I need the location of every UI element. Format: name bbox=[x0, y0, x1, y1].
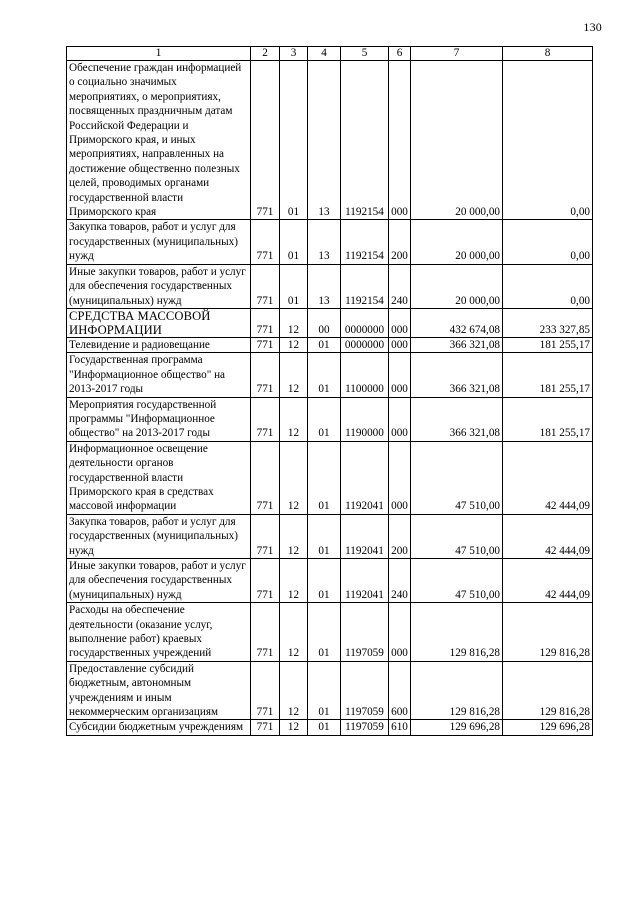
column-header: 5 bbox=[341, 47, 389, 61]
ved-code: 771 bbox=[251, 661, 280, 720]
subsection-code: 13 bbox=[308, 220, 341, 264]
expense-type-code: 600 bbox=[389, 661, 411, 720]
section-code: 12 bbox=[280, 308, 308, 337]
amount-1: 20 000,00 bbox=[411, 264, 503, 308]
column-header: 8 bbox=[503, 47, 593, 61]
column-header: 1 bbox=[67, 47, 251, 61]
amount-1: 129 696,28 bbox=[411, 720, 503, 735]
target-article-code: 1197059 bbox=[341, 661, 389, 720]
target-article-code: 1192154 bbox=[341, 220, 389, 264]
row-name: Государственная программа "Информационное общество" на 2013-2017 годы bbox=[67, 353, 251, 397]
expense-type-code: 240 bbox=[389, 559, 411, 603]
subsection-code: 13 bbox=[308, 61, 341, 220]
ved-code: 771 bbox=[251, 220, 280, 264]
section-code: 12 bbox=[280, 514, 308, 558]
amount-1: 47 510,00 bbox=[411, 514, 503, 558]
table-row bbox=[67, 559, 593, 603]
section-code: 01 bbox=[280, 61, 308, 220]
amount-2: 42 444,09 bbox=[503, 441, 593, 514]
amount-1: 366 321,08 bbox=[411, 397, 503, 441]
ved-code: 771 bbox=[251, 61, 280, 220]
amount-2: 181 255,17 bbox=[503, 397, 593, 441]
target-article-code: 1192041 bbox=[341, 441, 389, 514]
expense-type-code: 000 bbox=[389, 441, 411, 514]
expense-type-code: 000 bbox=[389, 397, 411, 441]
target-article-code: 1100000 bbox=[341, 353, 389, 397]
subsection-code: 01 bbox=[308, 603, 341, 662]
header-row bbox=[67, 47, 593, 61]
target-article-code: 1192041 bbox=[341, 514, 389, 558]
expense-type-code: 240 bbox=[389, 264, 411, 308]
amount-2: 42 444,09 bbox=[503, 559, 593, 603]
table-row bbox=[67, 514, 593, 558]
subsection-code: 01 bbox=[308, 661, 341, 720]
table-row bbox=[67, 397, 593, 441]
subsection-code: 00 bbox=[308, 308, 341, 337]
column-header: 4 bbox=[308, 47, 341, 61]
target-article-code: 1197059 bbox=[341, 720, 389, 735]
ved-code: 771 bbox=[251, 264, 280, 308]
ved-code: 771 bbox=[251, 397, 280, 441]
subsection-code: 01 bbox=[308, 514, 341, 558]
subsection-code: 01 bbox=[308, 353, 341, 397]
section-code: 12 bbox=[280, 720, 308, 735]
amount-2: 0,00 bbox=[503, 264, 593, 308]
target-article-code: 1192154 bbox=[341, 61, 389, 220]
ved-code: 771 bbox=[251, 308, 280, 337]
row-name: Информационное освещение деятельности органов государственной власти Приморского края в средствах массовой информации bbox=[67, 441, 251, 514]
table-row bbox=[67, 441, 593, 514]
table-row bbox=[67, 603, 593, 662]
target-article-code: 0000000 bbox=[341, 337, 389, 352]
section-code: 01 bbox=[280, 264, 308, 308]
ved-code: 771 bbox=[251, 559, 280, 603]
section-code: 12 bbox=[280, 337, 308, 352]
table-row bbox=[67, 661, 593, 720]
expense-type-code: 000 bbox=[389, 308, 411, 337]
ved-code: 771 bbox=[251, 720, 280, 735]
page-number: 130 bbox=[583, 20, 602, 34]
target-article-code: 1192041 bbox=[341, 559, 389, 603]
amount-2: 0,00 bbox=[503, 220, 593, 264]
expense-type-code: 000 bbox=[389, 61, 411, 220]
amount-2: 129 816,28 bbox=[503, 661, 593, 720]
section-code: 12 bbox=[280, 441, 308, 514]
expense-type-code: 200 bbox=[389, 220, 411, 264]
row-name: Расходы на обеспечение деятельности (оказание услуг, выполнение работ) краевых государственных учреждений bbox=[67, 603, 251, 662]
subsection-code: 13 bbox=[308, 264, 341, 308]
row-name: Закупка товаров, работ и услуг для государственных (муниципальных) нужд bbox=[67, 514, 251, 558]
section-code: 01 bbox=[280, 220, 308, 264]
amount-2: 181 255,17 bbox=[503, 353, 593, 397]
table-row bbox=[67, 337, 593, 352]
section-code: 12 bbox=[280, 661, 308, 720]
row-name: Предоставление субсидий бюджетным, автономным учреждениям и иным некоммерческим организациям bbox=[67, 661, 251, 720]
table-row bbox=[67, 220, 593, 264]
amount-1: 129 816,28 bbox=[411, 661, 503, 720]
ved-code: 771 bbox=[251, 441, 280, 514]
amount-2: 181 255,17 bbox=[503, 337, 593, 352]
row-name: Обеспечение граждан информацией о социально значимых мероприятиях, о мероприятиях, посвященных праздничным датам Российской Федерации и Приморского края, и иных мероприятиях, направленных на достижение общественно полезных целей, проводимых органами государственной власти Приморского края bbox=[67, 61, 251, 220]
subsection-code: 01 bbox=[308, 397, 341, 441]
section-code: 12 bbox=[280, 353, 308, 397]
amount-1: 366 321,08 bbox=[411, 337, 503, 352]
column-header: 7 bbox=[411, 47, 503, 61]
subsection-code: 01 bbox=[308, 720, 341, 735]
table-row bbox=[67, 308, 593, 337]
subsection-code: 01 bbox=[308, 559, 341, 603]
ved-code: 771 bbox=[251, 337, 280, 352]
budget-table bbox=[66, 46, 593, 736]
ved-code: 771 bbox=[251, 603, 280, 662]
amount-2: 129 816,28 bbox=[503, 603, 593, 662]
subsection-code: 01 bbox=[308, 441, 341, 514]
row-name: СРЕДСТВА МАССОВОЙ ИНФОРМАЦИИ bbox=[67, 308, 251, 337]
target-article-code: 1190000 bbox=[341, 397, 389, 441]
target-article-code: 1192154 bbox=[341, 264, 389, 308]
column-header: 3 bbox=[280, 47, 308, 61]
target-article-code: 0000000 bbox=[341, 308, 389, 337]
amount-1: 20 000,00 bbox=[411, 61, 503, 220]
row-name: Телевидение и радиовещание bbox=[67, 337, 251, 352]
ved-code: 771 bbox=[251, 514, 280, 558]
amount-1: 366 321,08 bbox=[411, 353, 503, 397]
target-article-code: 1197059 bbox=[341, 603, 389, 662]
section-code: 12 bbox=[280, 397, 308, 441]
amount-2: 233 327,85 bbox=[503, 308, 593, 337]
amount-2: 42 444,09 bbox=[503, 514, 593, 558]
section-code: 12 bbox=[280, 559, 308, 603]
amount-1: 47 510,00 bbox=[411, 559, 503, 603]
amount-1: 432 674,08 bbox=[411, 308, 503, 337]
expense-type-code: 000 bbox=[389, 603, 411, 662]
expense-type-code: 610 bbox=[389, 720, 411, 735]
amount-1: 20 000,00 bbox=[411, 220, 503, 264]
amount-1: 129 816,28 bbox=[411, 603, 503, 662]
expense-type-code: 000 bbox=[389, 353, 411, 397]
amount-2: 0,00 bbox=[503, 61, 593, 220]
row-name: Иные закупки товаров, работ и услуг для обеспечения государственных (муниципальных) нужд bbox=[67, 264, 251, 308]
section-code: 12 bbox=[280, 603, 308, 662]
table-row bbox=[67, 264, 593, 308]
amount-1: 47 510,00 bbox=[411, 441, 503, 514]
table-row bbox=[67, 720, 593, 735]
row-name: Иные закупки товаров, работ и услуг для обеспечения государственных (муниципальных) нужд bbox=[67, 559, 251, 603]
table-row bbox=[67, 61, 593, 220]
row-name: Субсидии бюджетным учреждениям bbox=[67, 720, 251, 735]
table-row bbox=[67, 353, 593, 397]
column-header: 6 bbox=[389, 47, 411, 61]
amount-2: 129 696,28 bbox=[503, 720, 593, 735]
column-header: 2 bbox=[251, 47, 280, 61]
row-name: Закупка товаров, работ и услуг для государственных (муниципальных) нужд bbox=[67, 220, 251, 264]
expense-type-code: 200 bbox=[389, 514, 411, 558]
ved-code: 771 bbox=[251, 353, 280, 397]
expense-type-code: 000 bbox=[389, 337, 411, 352]
subsection-code: 01 bbox=[308, 337, 341, 352]
row-name: Мероприятия государственной программы "Информационное общество" на 2013-2017 годы bbox=[67, 397, 251, 441]
